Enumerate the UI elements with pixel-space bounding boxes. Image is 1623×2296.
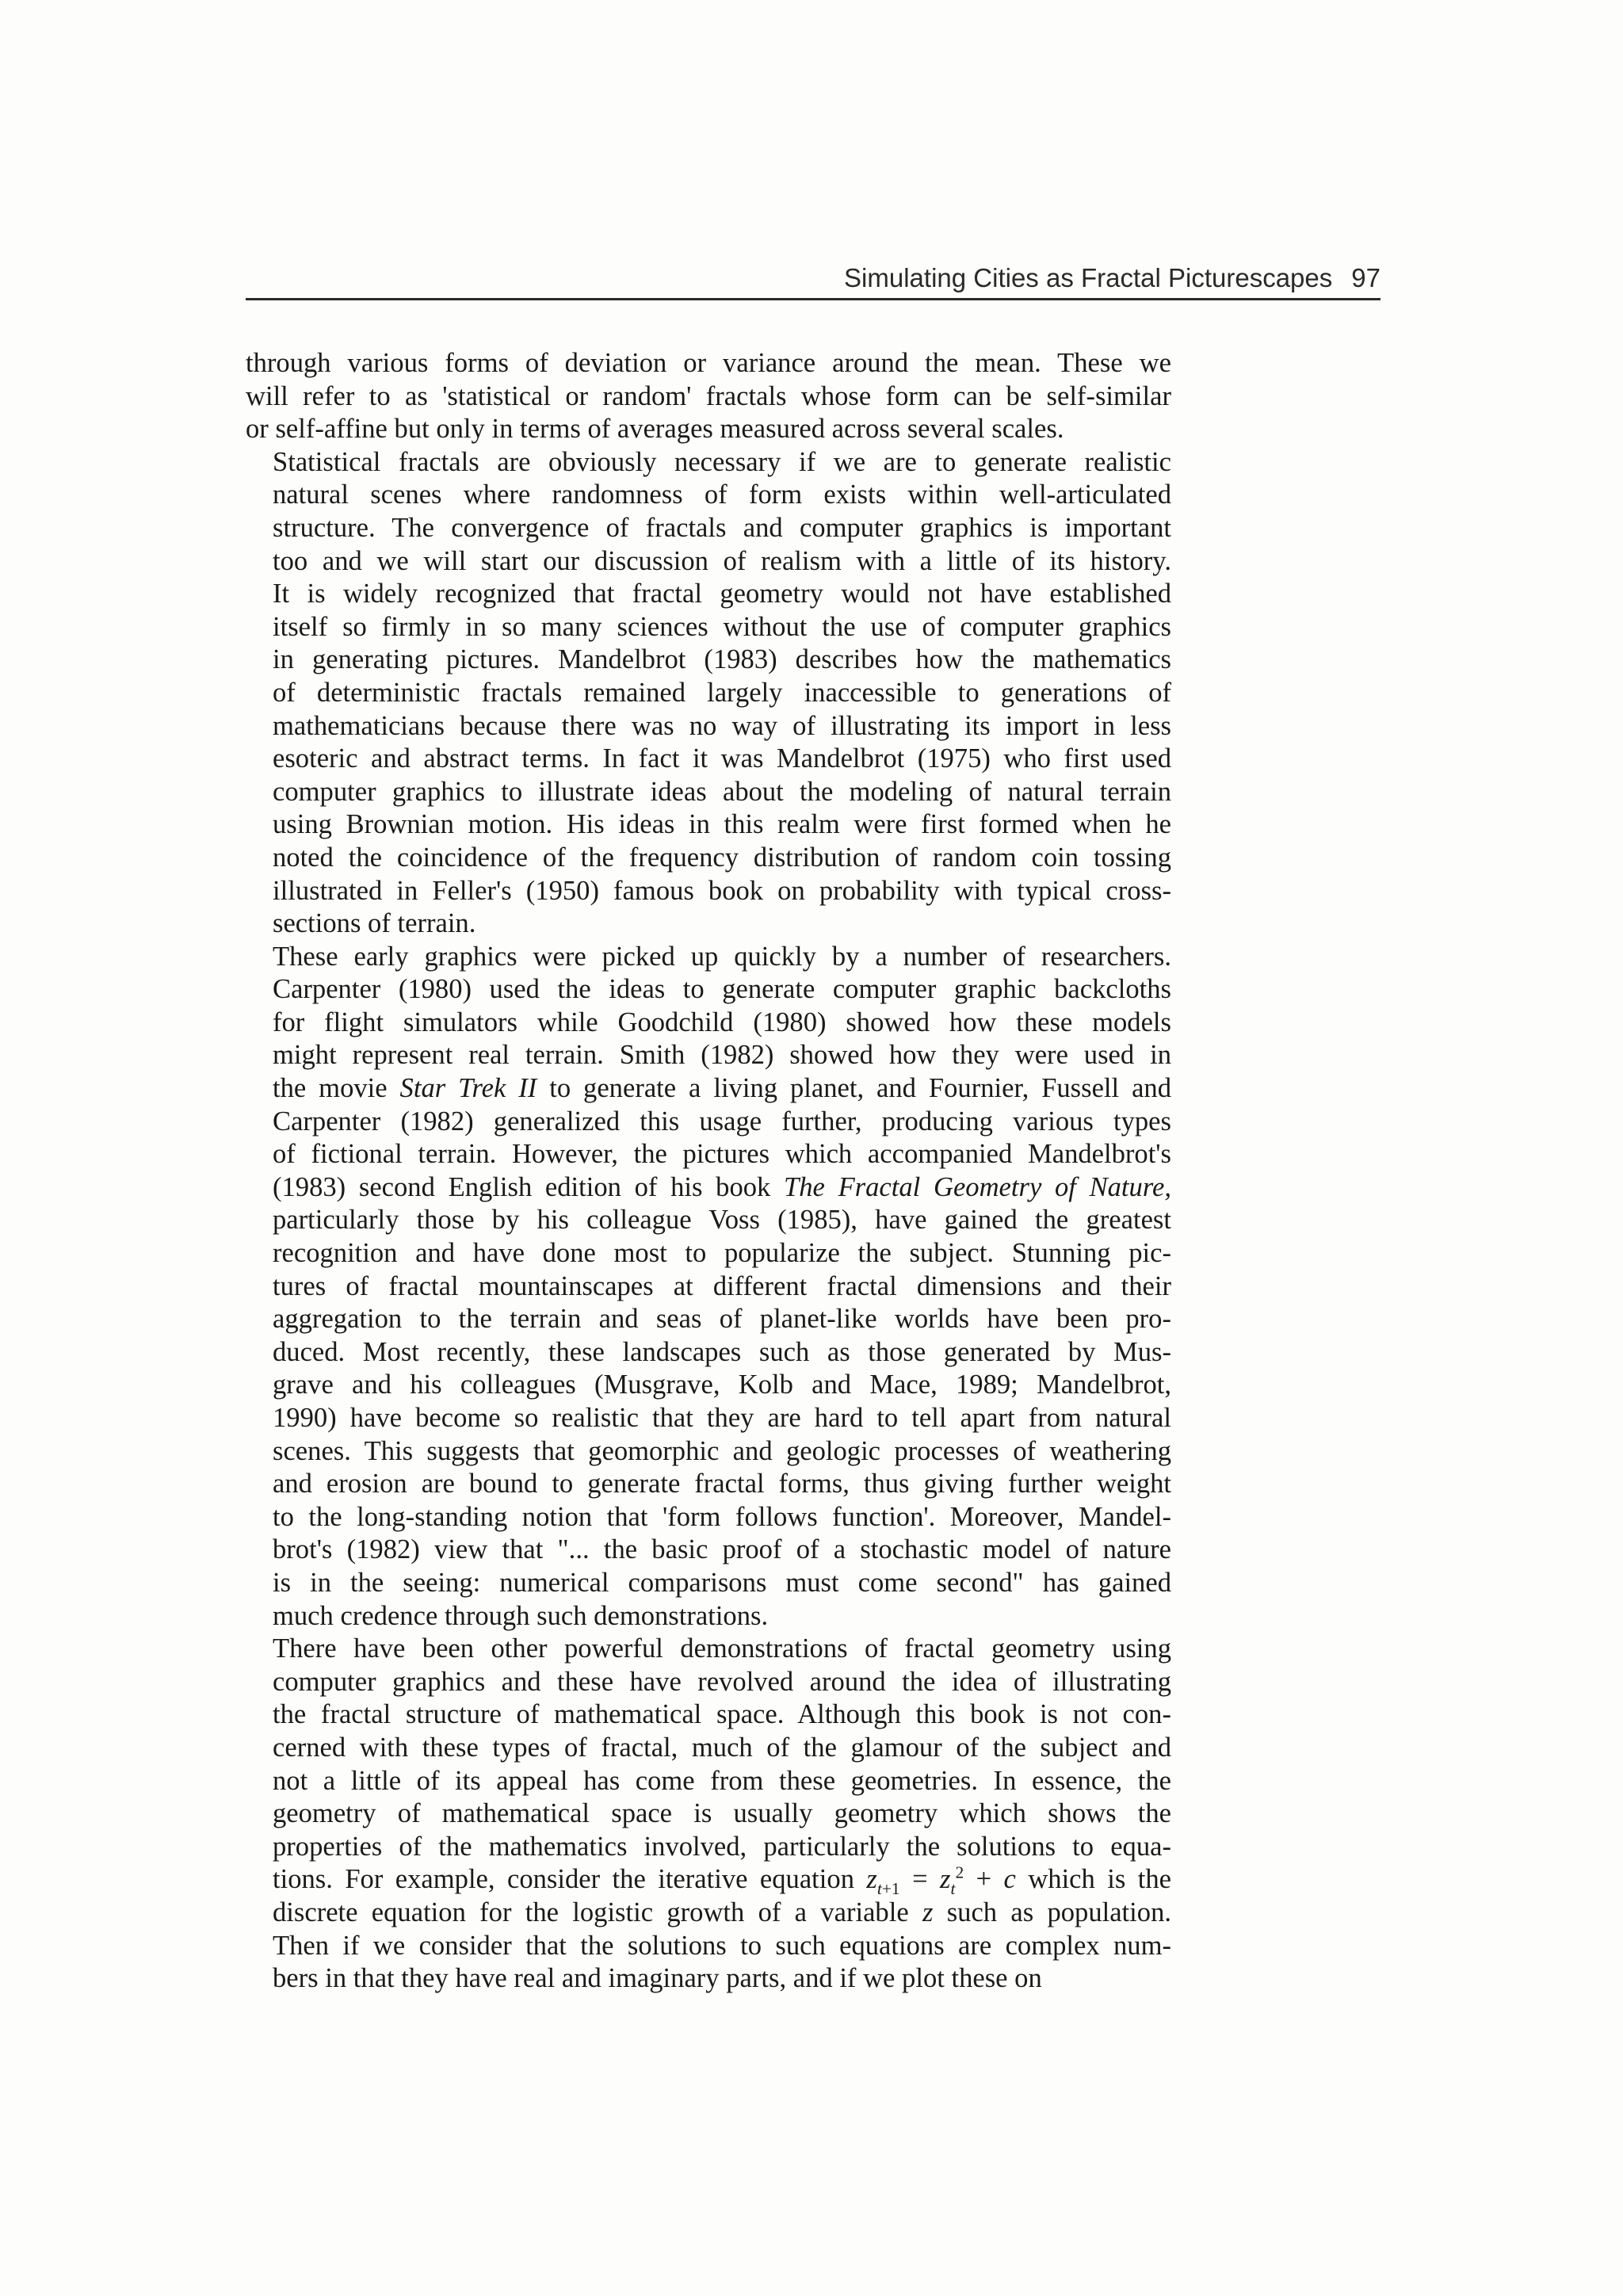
text-line: Statistical fractals are obviously necessary if we are to generate realistic [273, 446, 1171, 477]
text-line: structure. The convergence of fractals and computer graphics is important [273, 512, 1171, 543]
text-line: aggregation to the terrain and seas of planet-like worlds have been pro- [273, 1304, 1171, 1335]
text-line: geometry of mathematical space is usually geometry which shows the [273, 1798, 1171, 1829]
text-line: illustrated in Feller's (1950) famous book on probability with typical cross- [273, 875, 1171, 906]
text-line: discrete equation for the logistic growth of a variable z such as population. [273, 1897, 1171, 1927]
paragraph [246, 446, 1171, 941]
text-line: might represent real terrain. Smith (1982) showed how they were used in [273, 1040, 1171, 1071]
paragraph [246, 941, 1171, 1633]
text-line: properties of the mathematics involved, particularly the solutions to equa- [273, 1831, 1171, 1862]
text-line: natural scenes where randomness of form exists within well-articulated [273, 479, 1171, 510]
paragraph [246, 1633, 1171, 1996]
text-line: and erosion are bound to generate fractal forms, thus giving further weight [273, 1469, 1171, 1499]
text-line: for flight simulators while Goodchild (1980) showed how these models [273, 1007, 1171, 1037]
text-line: computer graphics and these have revolved around the idea of illustrating [273, 1666, 1171, 1697]
text-line: brot's (1982) view that "... the basic proof of a stochastic model of nature [273, 1534, 1171, 1565]
text-line: itself so firmly in so many sciences without the use of computer graphics [273, 611, 1171, 642]
text-line: bers in that they have real and imaginary parts, and if we plot these on [273, 1963, 1042, 1994]
text-line: Carpenter (1980) used the ideas to generate computer graphic backcloths [273, 974, 1171, 1005]
text-line: is in the seeing: numerical comparisons must come second" has gained [273, 1567, 1171, 1598]
text-line: These early graphics were picked up quickly by a number of researchers. [273, 941, 1171, 972]
text-line: the fractal structure of mathematical space. Although this book is not con- [273, 1699, 1171, 1730]
text-line: or self-affine but only in terms of averages measured across several scales. [246, 414, 1064, 445]
text-line: recognition and have done most to popularize the subject. Stunning pic- [273, 1238, 1171, 1269]
text-line: scenes. This suggests that geomorphic and geologic processes of weathering [273, 1435, 1171, 1466]
text-line: to the long-standing notion that 'form follows function'. Moreover, Mandel- [273, 1501, 1171, 1532]
text-line: sections of terrain. [273, 908, 476, 939]
body-text [246, 347, 1171, 1996]
running-title: Simulating Cities as Fractal Picturescapes [844, 263, 1333, 292]
text-line: of deterministic fractals remained largely inaccessible to generations of [273, 677, 1171, 708]
text-line: It is widely recognized that fractal geometry would not have established [273, 579, 1171, 609]
text-line: of fictional terrain. However, the pictures which accompanied Mandelbrot's [273, 1139, 1171, 1170]
text-line: in generating pictures. Mandelbrot (1983) describes how the mathematics [273, 644, 1171, 675]
text-line: too and we will start our discussion of realism with a little of its history. [273, 545, 1171, 576]
text-line: computer graphics to illustrate ideas about the modeling of natural terrain [273, 776, 1171, 807]
text-line: particularly those by his colleague Voss (1985), have gained the greatest [273, 1205, 1171, 1236]
text-line: 1990) have become so realistic that they are hard to tell apart from natural [273, 1403, 1171, 1433]
running-head [246, 258, 1381, 300]
text-line: using Brownian motion. His ideas in this realm were first formed when he [273, 809, 1171, 840]
paragraph [246, 347, 1171, 446]
text-line: tions. For example, consider the iterative equation $z_{t+1} = z_t^2 + c$ which is the [273, 1862, 1171, 1899]
text-line: grave and his colleagues (Musgrave, Kolb and Mace, 1989; Mandelbrot, [273, 1370, 1171, 1400]
text-line: Then if we consider that the solutions to such equations are complex num- [273, 1930, 1171, 1961]
text-line: There have been other powerful demonstrations of fractal geometry using [273, 1633, 1171, 1664]
text-line: through various forms of deviation or variance around the mean. These we [246, 348, 1171, 378]
text-line: not a little of its appeal has come from these geometries. In essence, the [273, 1765, 1171, 1796]
text-line: mathematicians because there was no way of illustrating its import in less [273, 710, 1171, 741]
text-line: tures of fractal mountainscapes at different fractal dimensions and their [273, 1270, 1171, 1301]
text-line: cerned with these types of fractal, much of the glamour of the subject and [273, 1732, 1171, 1763]
text-line: much credence through such demonstrations. [273, 1600, 769, 1631]
text-line: will refer to as 'statistical or random' fractals whose form can be self-similar [246, 380, 1171, 411]
text-line: noted the coincidence of the frequency distribution of random coin tossing [273, 842, 1171, 873]
text-line: esoteric and abstract terms. In fact it was Mandelbrot (1975) who first used [273, 743, 1171, 774]
page-number: 97 [1351, 263, 1381, 292]
text-line: the movie Star Trek II to generate a living planet, and Fournier, Fussell and [273, 1073, 1172, 1104]
text-line: duced. Most recently, these landscapes such as those generated by Mus- [273, 1336, 1171, 1367]
text-line: (1983) second English edition of his book The Fractal Geometry of Nature, [273, 1171, 1171, 1202]
text-line: Carpenter (1982) generalized this usage further, producing various types [273, 1106, 1171, 1137]
